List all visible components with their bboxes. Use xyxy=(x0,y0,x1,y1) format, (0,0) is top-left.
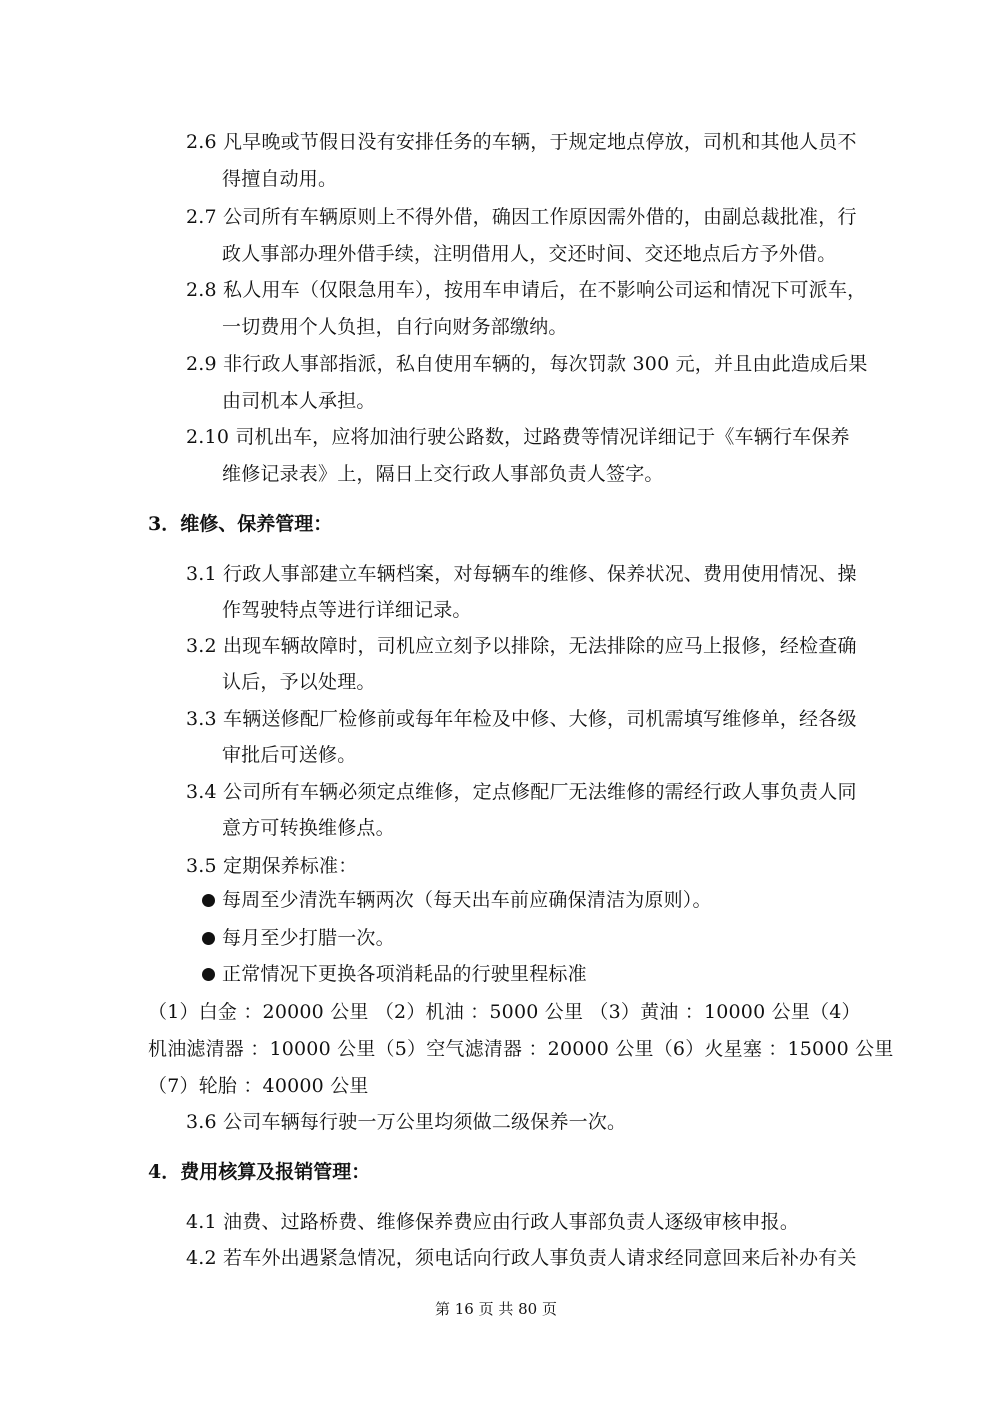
item-3-2-line1: 3.2 出现车辆故障时，司机应立刻予以排除，无法排除的应马上报修，经检查确 xyxy=(186,635,857,657)
mileage-line2: 机油滤清器 ：10000 公里（5）空气滤清器 ：20000 公里（6）火星塞 ：15000 公里 xyxy=(148,1038,894,1060)
item-2-9-line1: 2.9 非行政人事部指派，私自使用车辆的，每次罚款 300 元，并且由此造成后果 xyxy=(186,353,868,375)
bullet-item: 每月至少打腊一次。 xyxy=(222,927,395,949)
item-2-10-line2: 维修记录表》上，隔日上交行政人事部负责人签字。 xyxy=(222,463,664,485)
item-2-10-line1: 2.10 司机出车，应将加油行驶公路数，过路费等情况详细记于《车辆行车保养 xyxy=(186,426,850,448)
item-3-1-line2: 作驾驶特点等进行详细记录。 xyxy=(222,599,472,621)
item-2-8-line2: 一切费用个人负担，自行向财务部缴纳。 xyxy=(222,316,568,338)
page-footer: 第 16 页 共 80 页 xyxy=(434,1300,557,1318)
bullet-dot-icon xyxy=(202,932,215,945)
item-4-2: 4.2 若车外出遇紧急情况，须电话向行政人事负责人请求经同意回来后补办有关 xyxy=(186,1247,857,1269)
bullet-dot-icon xyxy=(202,894,215,907)
item-3-2-line2: 认后，予以处理。 xyxy=(222,671,376,693)
item-4-1: 4.1 油费、过路桥费、维修保养费应由行政人事部负责人逐级审核申报。 xyxy=(186,1211,800,1233)
item-3-5: 3.5 定期保养标准： xyxy=(186,855,358,877)
item-2-7-line1: 2.7 公司所有车辆原则上不得外借，确因工作原因需外借的，由副总裁批准，行 xyxy=(186,206,857,228)
item-2-7-line2: 政人事部办理外借手续，注明借用人，交还时间、交还地点后方予外借。 xyxy=(222,243,837,265)
item-3-6: 3.6 公司车辆每行驶一万公里均须做二级保养一次。 xyxy=(186,1111,627,1133)
item-3-3-line1: 3.3 车辆送修配厂检修前或每年年检及中修、大修，司机需填写维修单，经各级 xyxy=(186,708,857,730)
item-2-8-line1: 2.8 私人用车（仅限急用车），按用车申请后，在不影响公司运和情况下可派车， xyxy=(186,279,867,301)
item-2-6-line1: 2.6 凡早晚或节假日没有安排任务的车辆，于规定地点停放，司机和其他人员不 xyxy=(186,131,857,153)
item-3-1-line1: 3.1 行政人事部建立车辆档案，对每辆车的维修、保养状况、费用使用情况、操 xyxy=(186,563,857,585)
item-2-9-line2: 由司机本人承担。 xyxy=(222,390,376,412)
section-4-heading: 4．费用核算及报销管理： xyxy=(148,1161,371,1183)
bullet-item: 正常情况下更换各项消耗品的行驶里程标准 xyxy=(222,963,587,985)
bullet-item: 每周至少清洗车辆两次（每天出车前应确保清洁为原则）。 xyxy=(222,889,712,911)
item-3-3-line2: 审批后可送修。 xyxy=(222,744,357,766)
item-2-6-line2: 得擅自动用。 xyxy=(222,168,338,190)
bullet-dot-icon xyxy=(202,968,215,981)
item-3-4-line2: 意方可转换维修点。 xyxy=(222,817,395,839)
mileage-line1: （1）白金 ：20000 公里 （2）机油 ：5000 公里 （3）黄油 ：10000 公里（4） xyxy=(148,1001,861,1023)
section-3-heading: 3．维修、保养管理： xyxy=(148,513,333,535)
item-3-4-line1: 3.4 公司所有车辆必须定点维修，定点修配厂无法维修的需经行政人事负责人同 xyxy=(186,781,857,803)
mileage-line3: （7）轮胎 ：40000 公里 xyxy=(148,1075,369,1097)
